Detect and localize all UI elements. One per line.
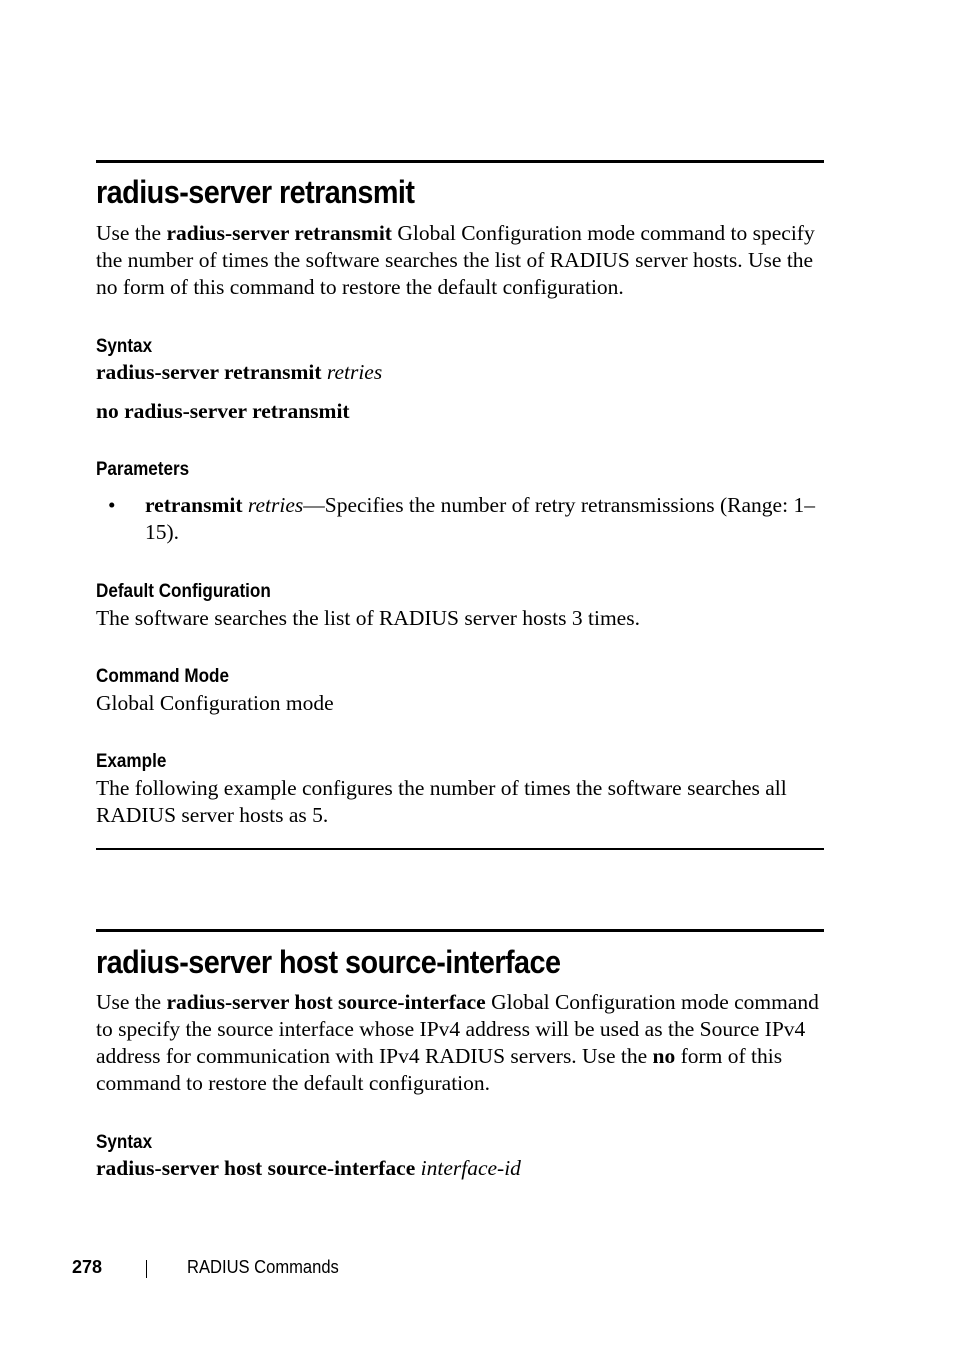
parameter-name: retransmit bbox=[145, 493, 243, 517]
default-config-text: The software searches the list of RADIUS server hosts 3 times. bbox=[96, 606, 640, 630]
parameter-description: —Specifies the number of retry retransmissions (Range: 1–15). bbox=[145, 493, 815, 544]
intro-command: radius-server host source-interface bbox=[166, 990, 486, 1014]
syntax-line bbox=[96, 1155, 521, 1182]
syntax-argument: retries bbox=[326, 360, 383, 384]
syntax-command: no radius-server retransmit bbox=[96, 399, 350, 423]
syntax-heading: Syntax bbox=[96, 1132, 153, 1153]
intro-text: Use the bbox=[96, 221, 167, 245]
section-intro bbox=[96, 989, 824, 1097]
syntax-heading: Syntax bbox=[96, 336, 153, 357]
section-intro bbox=[96, 220, 824, 301]
intro-command: radius-server retransmit bbox=[166, 221, 392, 245]
parameters-heading: Parameters bbox=[96, 459, 190, 480]
command-mode-heading: Command Mode bbox=[96, 666, 230, 687]
syntax-line bbox=[96, 359, 382, 386]
example-heading: Example bbox=[96, 751, 167, 772]
syntax-line bbox=[96, 398, 350, 425]
default-config-heading: Default Configuration bbox=[96, 581, 271, 602]
parameter-argument: retries bbox=[247, 493, 304, 517]
syntax-argument: interface-id bbox=[420, 1156, 521, 1180]
intro-no-keyword: no bbox=[652, 1044, 676, 1068]
chapter-title: RADIUS Commands bbox=[187, 1257, 339, 1277]
section-top-rule bbox=[96, 929, 824, 932]
intro-text: form of this command to restore the default configuration. bbox=[96, 1044, 783, 1095]
section-title: radius-server host source-interface bbox=[96, 944, 561, 980]
section-bottom-rule bbox=[96, 848, 824, 850]
intro-text: Global Configuration mode command to specify the number of times the software searches the list of RADIUS server hosts. Use the no form of this command to restore the default configuration. bbox=[96, 221, 815, 299]
command-mode-text: Global Configuration mode bbox=[96, 691, 334, 715]
syntax-command: radius-server host source-interface bbox=[96, 1156, 416, 1180]
section-title: radius-server retransmit bbox=[96, 174, 415, 210]
section-top-rule bbox=[96, 160, 824, 163]
bullet: • bbox=[108, 493, 116, 517]
footer-separator bbox=[146, 1260, 147, 1278]
parameter-item bbox=[145, 492, 825, 546]
example-text: The following example configures the number of times the software searches all RADIUS server hosts as 5. bbox=[96, 776, 787, 827]
page-number: 278 bbox=[72, 1257, 103, 1277]
intro-text: Global Configuration mode command to specify the source interface whose IPv4 address will be used as the Source IPv4 address for communication with IPv4 RADIUS servers. Use the bbox=[96, 990, 819, 1068]
intro-text: Use the bbox=[96, 990, 167, 1014]
syntax-command: radius-server retransmit bbox=[96, 360, 322, 384]
